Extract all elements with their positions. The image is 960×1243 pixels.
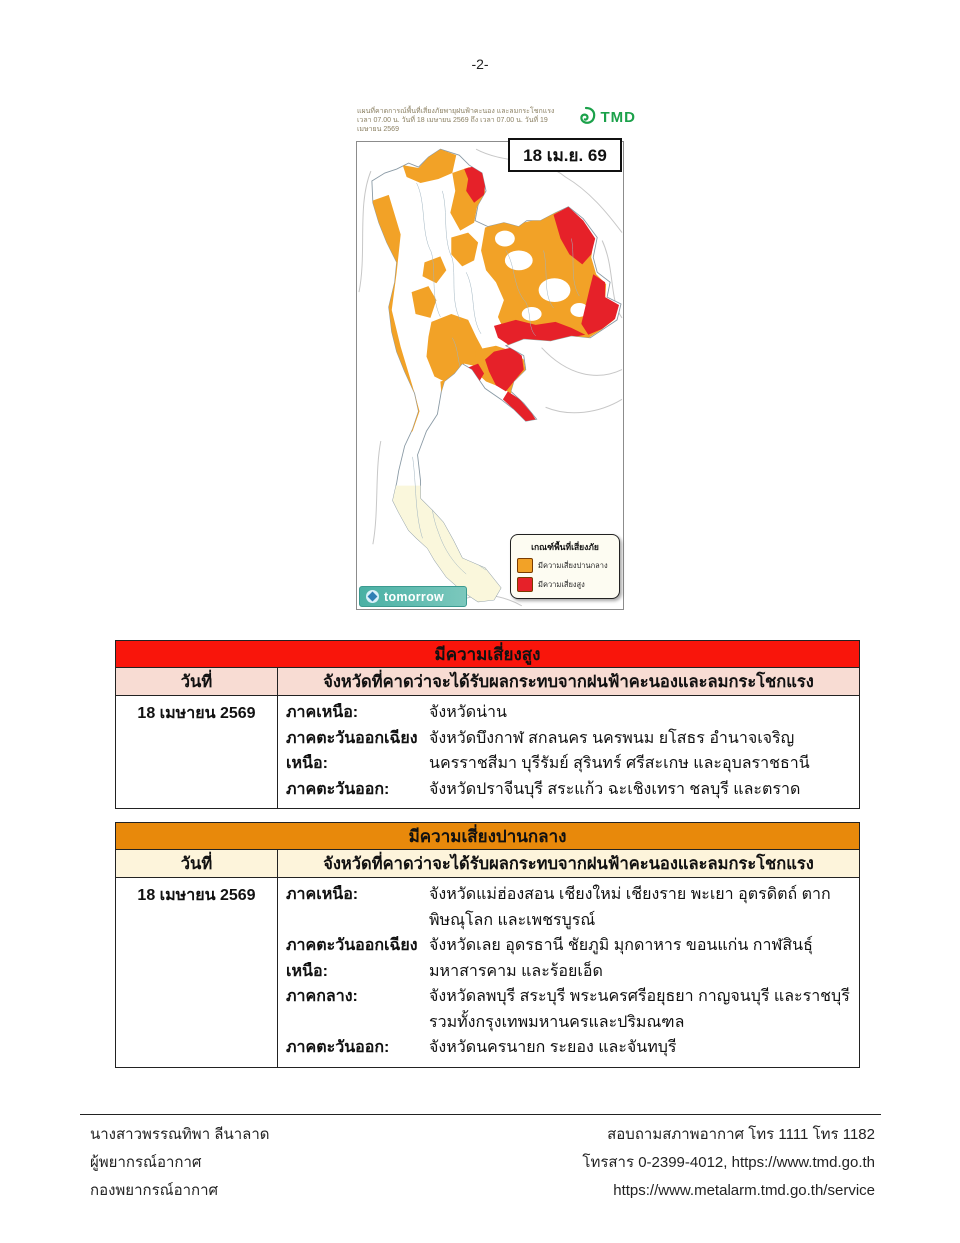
tomorrow-label: tomorrow bbox=[384, 589, 445, 604]
region-label: ภาคเหนือ: bbox=[286, 704, 359, 721]
region-label: ภาคตะวันออกเฉียงเหนือ: bbox=[286, 729, 418, 772]
map-caption-line1: แผนที่คาดการณ์พื้นที่เสี่ยงภัยพายุฝนฟ้าคะนอง และลมกระโชกแรง bbox=[357, 108, 555, 115]
page-number: -2- bbox=[471, 56, 489, 72]
date-cell: 18 เมษายน 2569 bbox=[116, 878, 278, 1067]
map-box bbox=[356, 141, 624, 610]
medium-risk-table-title bbox=[116, 823, 859, 850]
provinces-text: จังหวัดลพบุรี สระบุรี พระนครศรีอยุธยา กาญจนบุรี และราชบุรี รวมทั้งกรุงเทพมหานครและปริมณฑล bbox=[429, 988, 850, 1031]
high-risk-title-text: มีความเสี่ยงสูง bbox=[434, 644, 541, 664]
region-label: ภาคเหนือ: bbox=[286, 886, 359, 903]
provinces-text: จังหวัดบึงกาฬ สกลนคร นครพนม ยโสธร อำนาจเจริญ นครราชสีมา บุรีรัมย์ สุรินทร์ ศรีสะเกษ และอุบลราชธานี bbox=[429, 729, 810, 772]
region-label: ภาคตะวันออก: bbox=[286, 780, 390, 798]
date-column-header: วันที่ bbox=[116, 850, 278, 877]
footer-divider bbox=[80, 1114, 881, 1115]
high-risk-table-body bbox=[116, 696, 859, 808]
region-label: ภาคกลาง: bbox=[286, 988, 358, 1005]
map-legend bbox=[510, 534, 620, 599]
footer-contact-block bbox=[582, 1121, 875, 1205]
medium-risk-swatch bbox=[517, 558, 533, 573]
tmd-logo bbox=[574, 105, 637, 129]
table-row bbox=[286, 777, 853, 803]
legend-label-high: มีความเสี่ยงสูง bbox=[538, 579, 585, 589]
table-row bbox=[286, 1035, 853, 1061]
tmd-logo-text: TMD bbox=[600, 108, 636, 126]
high-risk-table-title bbox=[116, 641, 859, 668]
legend-label-medium: มีความเสี่ยงปานกลาง bbox=[538, 560, 608, 570]
high-risk-table-header bbox=[116, 668, 859, 696]
forecaster-division: กองพยากรณ์อากาศ bbox=[90, 1182, 219, 1199]
provinces-text: จังหวัดน่าน bbox=[429, 704, 507, 721]
table-row bbox=[286, 700, 853, 726]
table-row bbox=[286, 933, 853, 984]
provinces-text: จังหวัดปราจีนบุรี สระแก้ว ฉะเชิงเทรา ชลบุรี และตราด bbox=[429, 780, 801, 798]
legend-item-high bbox=[517, 577, 613, 592]
region-label: ภาคตะวันออก: bbox=[286, 1039, 390, 1056]
medium-risk-table-header bbox=[116, 850, 859, 878]
tomorrow-logo-icon bbox=[366, 590, 379, 603]
date-cell: 18 เมษายน 2569 bbox=[116, 696, 278, 808]
table-row bbox=[286, 726, 853, 777]
weather-hotline: สอบถามสภาพอากาศ โทร 1111 โทร 1182 bbox=[607, 1126, 875, 1143]
legend-item-medium bbox=[517, 558, 613, 573]
footer-author-block bbox=[90, 1121, 270, 1205]
medium-risk-title-text: มีความเสี่ยงปานกลาง bbox=[408, 826, 567, 846]
region-label: ภาคตะวันออกเฉียงเหนือ: bbox=[286, 937, 418, 980]
metalarm-url: https://www.metalarm.tmd.go.th/service bbox=[613, 1182, 875, 1199]
map-date-label: 18 เม.ย. 69 bbox=[523, 145, 607, 165]
provinces-text: จังหวัดนครนายก ระยอง และจันทบุรี bbox=[429, 1039, 677, 1056]
provinces-text: จังหวัดแม่ฮ่องสอน เชียงใหม่ เชียงราย พะเยา อุตรดิตถ์ ตาก พิษณุโลก และเพชรบูรณ์ bbox=[429, 886, 831, 929]
table-row bbox=[286, 882, 853, 933]
fax-and-website: โทรสาร 0-2399-4012, https://www.tmd.go.th bbox=[582, 1154, 875, 1171]
tomorrow-watermark bbox=[359, 586, 467, 607]
tmd-swirl-icon bbox=[574, 105, 598, 129]
high-risk-swatch bbox=[517, 577, 533, 592]
medium-risk-table-body bbox=[116, 878, 859, 1067]
legend-title: เกณฑ์พื้นที่เสี่ยงภัย bbox=[531, 542, 599, 552]
map-date-box bbox=[508, 138, 622, 172]
provinces-cell bbox=[278, 878, 859, 1067]
high-risk-table bbox=[115, 640, 860, 809]
map-caption bbox=[357, 107, 569, 134]
medium-risk-table bbox=[115, 822, 860, 1068]
map-caption-line2: เวลา 07.00 น. วันที่ 18 เมษายน 2569 ถึง เวลา 07.00 น. วันที่ 19 เมษายน 2569 bbox=[357, 117, 548, 133]
forecast-map-block bbox=[356, 103, 636, 610]
provinces-column-header: จังหวัดที่คาดว่าจะได้รับผลกระทบจากฝนฟ้าคะนองและลมกระโชกแรง bbox=[323, 672, 814, 691]
provinces-column-header: จังหวัดที่คาดว่าจะได้รับผลกระทบจากฝนฟ้าคะนองและลมกระโชกแรง bbox=[323, 854, 814, 873]
provinces-cell bbox=[278, 696, 859, 808]
forecaster-name: นางสาวพรรณทิพา ลีนาลาด bbox=[90, 1126, 270, 1143]
forecaster-title: ผู้พยากรณ์อากาศ bbox=[90, 1154, 202, 1171]
table-row bbox=[286, 984, 853, 1035]
provinces-text: จังหวัดเลย อุดรธานี ชัยภูมิ มุกดาหาร ขอนแก่น กาฬสินธุ์ มหาสารคาม และร้อยเอ็ด bbox=[429, 937, 813, 980]
date-column-header: วันที่ bbox=[116, 668, 278, 695]
